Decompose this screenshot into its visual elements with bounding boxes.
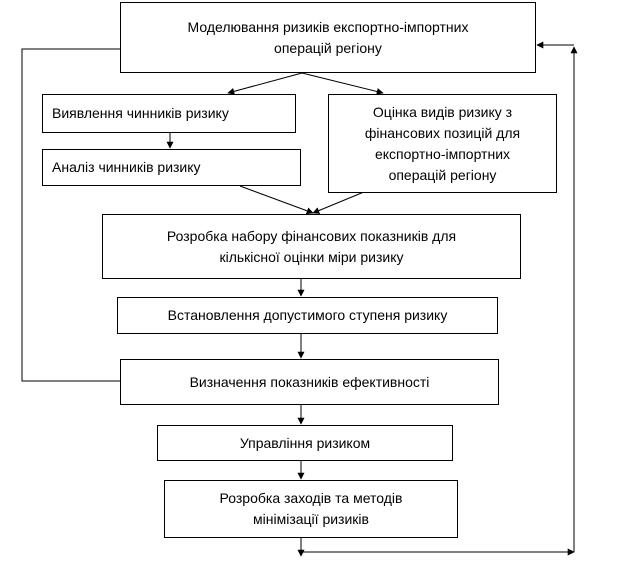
node-management <box>157 425 453 461</box>
node-assess-text: Оцінка видів ризику з фінансових позицій для експортно-імпортних операцій регіону <box>364 103 521 183</box>
edge-modeling-identify <box>228 73 302 93</box>
edge-analyze-indicators <box>240 186 313 213</box>
edge-modeling-assess <box>302 73 383 93</box>
node-identify-text: Виявлення чинників ризику <box>52 105 229 121</box>
node-threshold-text: Встановлення допустимого ступеня ризику <box>167 307 448 323</box>
node-minimize-text: Розробка заходів та методів мінімізації ризиків <box>219 490 403 527</box>
node-efficiency-text: Визначення показників ефективності <box>189 373 430 390</box>
node-identify <box>42 94 296 133</box>
node-indicators-text: Розробка набору фінансових показників для кількісної оцінки міри ризику <box>166 227 457 265</box>
node-assess <box>328 94 557 193</box>
node-modeling-text: Моделювання ризиків експортно-імпортних операцій регіону <box>187 18 469 56</box>
node-analyze-text: Аналіз чинників ризику <box>52 159 201 175</box>
node-minimize <box>164 480 458 538</box>
node-analyze <box>42 149 301 186</box>
node-threshold <box>117 297 498 334</box>
node-indicators <box>102 214 521 279</box>
node-modeling <box>120 2 536 73</box>
node-efficiency <box>120 359 499 405</box>
node-management-text: Управління ризиком <box>239 434 371 451</box>
